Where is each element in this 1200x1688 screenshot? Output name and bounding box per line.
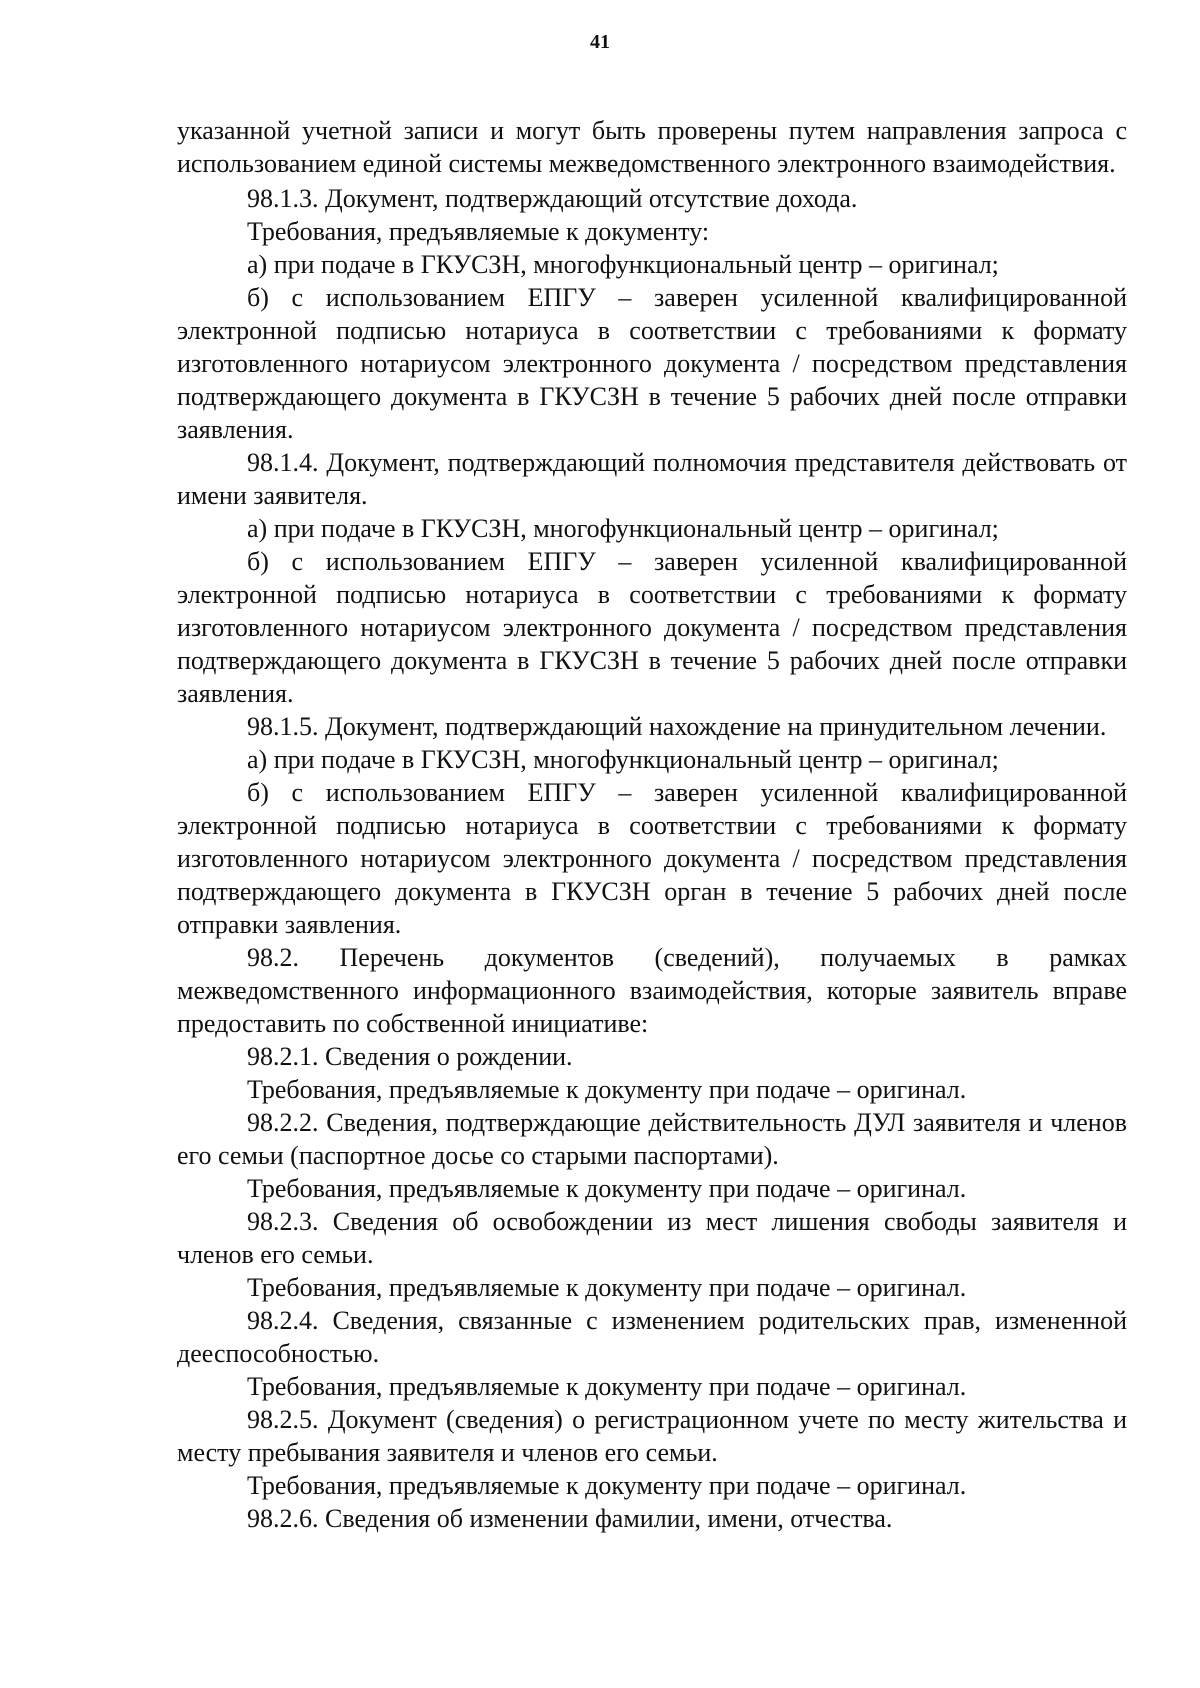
- paragraph-option-a: а) при подаче в ГКУСЗН, многофункциональный центр – оригинал;: [247, 745, 999, 774]
- paragraph-requirements: Требования, предъявляемые к документу при подаче – оригинал.: [247, 1273, 967, 1302]
- paragraph-option-b: б) с использованием ЕПГУ – заверен усиленной квалифицированной электронной подписью нотариуса в соответствии с требованиями к формату изготовленного нотариусом электронного документа / посредством представления подтверждающего документа в ГКУСЗН в течение 5 рабочих дней после отправки заявления.: [177, 283, 1127, 444]
- paragraph-98-2-1: 98.2.1. Сведения о рождении.: [247, 1042, 573, 1071]
- paragraph-option-b: б) с использованием ЕПГУ – заверен усиленной квалифицированной электронной подписью нотариуса в соответствии с требованиями к формату изготовленного нотариусом электронного документа / посредством представления подтверждающего документа в ГКУСЗН орган в течение 5 рабочих дней после отправки заявления.: [177, 778, 1127, 939]
- paragraph-requirements: Требования, предъявляемые к документу при подаче – оригинал.: [247, 1075, 967, 1104]
- paragraph-requirements: Требования, предъявляемые к документу при подаче – оригинал.: [247, 1174, 967, 1203]
- paragraph-continuation: указанной учетной записи и могут быть проверены путем направления запроса с использованием единой системы межведомственного электронного взаимодействия.: [177, 116, 1127, 178]
- paragraph-98-2-2: 98.2.2. Сведения, подтверждающие действительность ДУЛ заявителя и членов его семьи (паспортное досье со старыми паспортами).: [177, 1108, 1127, 1170]
- page-number: 41: [590, 31, 610, 53]
- paragraph-requirements: Требования, предъявляемые к документу при подаче – оригинал.: [247, 1372, 967, 1401]
- paragraph-98-2-3: 98.2.3. Сведения об освобождении из мест лишения свободы заявителя и членов его семьи.: [177, 1207, 1127, 1269]
- paragraph-requirements: Требования, предъявляемые к документу при подаче – оригинал.: [247, 1471, 967, 1500]
- paragraph-98-2-5: 98.2.5. Документ (сведения) о регистрационном учете по месту жительства и месту пребывания заявителя и членов его семьи.: [177, 1405, 1127, 1467]
- paragraph-98-1-4: 98.1.4. Документ, подтверждающий полномочия представителя действовать от имени заявителя.: [177, 448, 1127, 510]
- paragraph-option-a: а) при подаче в ГКУСЗН, многофункциональный центр – оригинал;: [247, 514, 999, 543]
- paragraph-option-b: б) с использованием ЕПГУ – заверен усиленной квалифицированной электронной подписью нотариуса в соответствии с требованиями к формату изготовленного нотариусом электронного документа / посредством представления подтверждающего документа в ГКУСЗН в течение 5 рабочих дней после отправки заявления.: [177, 547, 1127, 708]
- paragraph-option-a: а) при подаче в ГКУСЗН, многофункциональный центр – оригинал;: [247, 250, 999, 279]
- paragraph-98-1-5: 98.1.5. Документ, подтверждающий нахождение на принудительном лечении.: [247, 712, 1107, 741]
- document-body: [177, 114, 1127, 1535]
- paragraph-requirements: Требования, предъявляемые к документу:: [247, 217, 710, 246]
- paragraph-98-2: 98.2. Перечень документов (сведений), получаемых в рамках межведомственного информационного взаимодействия, которые заявитель вправе предоставить по собственной инициативе:: [177, 943, 1127, 1038]
- paragraph-98-2-6: 98.2.6. Сведения об изменении фамилии, имени, отчества.: [247, 1504, 893, 1533]
- paragraph-98-2-4: 98.2.4. Сведения, связанные с изменением родительских прав, измененной дееспособностью.: [177, 1306, 1127, 1368]
- paragraph-98-1-3: 98.1.3. Документ, подтверждающий отсутствие дохода.: [247, 184, 858, 213]
